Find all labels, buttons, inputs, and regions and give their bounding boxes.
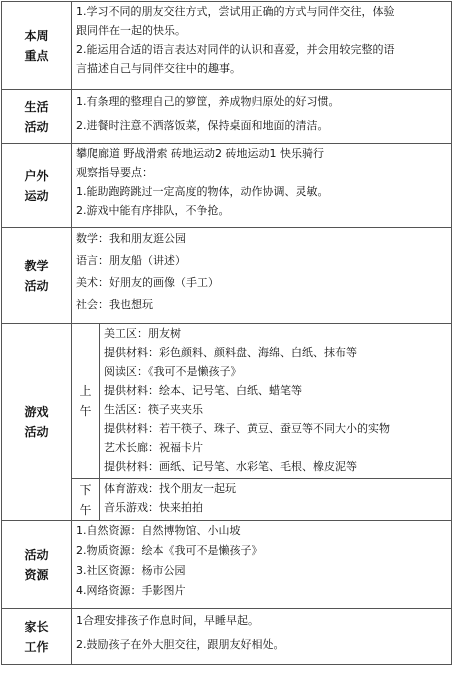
resources-header xyxy=(2,521,72,609)
focus-header xyxy=(2,2,72,90)
morning-line: 阅读区：《我可不是懒孩子》 xyxy=(104,365,242,378)
resources-row xyxy=(2,521,452,609)
morning-line: 艺术长廊：祝福卡片 xyxy=(104,441,203,454)
focus-line: 跟同伴在一起的快乐。 xyxy=(76,24,186,37)
focus-line: 2.能运用合适的语言表达对同伴的认识和喜爱，并会用较完整的语 xyxy=(76,43,395,56)
outdoor-title-line1: 户外 xyxy=(24,168,49,183)
parents-title-line2: 工作 xyxy=(24,639,49,654)
afternoon-label-line2: 午 xyxy=(79,502,92,517)
parents-content xyxy=(72,609,452,665)
games-title-line1: 游戏 xyxy=(24,405,49,419)
morning-line: 提供材料：若干筷子、珠子、黄豆、蚕豆等不同大小的实物 xyxy=(104,422,390,435)
focus-row xyxy=(2,2,452,90)
afternoon-label-line1: 下 xyxy=(79,482,92,497)
parents-line: 2.鼓励孩子在外大胆交往，跟朋友好相处。 xyxy=(76,638,285,651)
teaching-line: 美术：好朋友的画像（手工） xyxy=(76,276,219,289)
life-line: 1.有条理的整理自己的箩筐，养成物归原处的好习惯。 xyxy=(76,95,340,108)
focus-line: 言描述自己与同伴交往中的趣事。 xyxy=(76,62,241,75)
games-morning-row xyxy=(2,324,452,479)
morning-label-line2: 午 xyxy=(79,404,92,418)
teaching-title-line1: 教学 xyxy=(24,258,49,273)
parents-line: 1合理安排孩子作息时间，早睡早起。 xyxy=(76,614,259,627)
morning-label xyxy=(72,324,100,479)
teaching-header xyxy=(2,228,72,324)
outdoor-line: 攀爬廊道 野战滑索 砖地运动2 砖地运动1 快乐骑行 xyxy=(76,147,324,160)
life-title-line2: 活动 xyxy=(24,119,49,134)
teaching-line: 语言：朋友船（讲述） xyxy=(76,254,186,267)
outdoor-content xyxy=(72,144,452,228)
morning-line: 美工区：朋友树 xyxy=(104,327,181,340)
life-row xyxy=(2,90,452,144)
life-title-line1: 生活 xyxy=(24,99,49,114)
focus-title-line2: 重点 xyxy=(24,48,49,63)
morning-label-line1: 上 xyxy=(79,384,92,398)
life-line: 2.进餐时注意不洒落饭菜，保持桌面和地面的清洁。 xyxy=(76,119,329,132)
resources-line: 2.物质资源：绘本《我可不是懒孩子》 xyxy=(76,544,263,557)
outdoor-line: 2.游戏中能有序排队，不争抢。 xyxy=(76,204,230,217)
outdoor-line: 观察指导要点： xyxy=(76,166,153,179)
games-morning-content xyxy=(100,324,452,479)
morning-line: 提供材料：绘本、记号笔、白纸、蜡笔等 xyxy=(104,384,302,397)
afternoon-line: 体育游戏：找个朋友一起玩 xyxy=(104,482,236,495)
weekly-plan-table xyxy=(1,1,452,665)
resources-content xyxy=(72,521,452,609)
focus-title-line1: 本周 xyxy=(24,28,49,43)
teaching-line: 社会：我也想玩 xyxy=(76,298,153,311)
afternoon-label xyxy=(72,479,100,521)
morning-line: 提供材料：画纸、记号笔、水彩笔、毛根、橡皮泥等 xyxy=(104,460,357,473)
life-content xyxy=(72,90,452,144)
games-header xyxy=(2,324,72,521)
teaching-content xyxy=(72,228,452,324)
games-title-line2: 活动 xyxy=(24,425,49,439)
resources-title-line2: 资源 xyxy=(24,567,49,582)
outdoor-header xyxy=(2,144,72,228)
parents-row xyxy=(2,609,452,665)
resources-line: 3.社区资源：杨市公园 xyxy=(76,564,186,577)
resources-line: 4.网络资源：手影图片 xyxy=(76,584,186,597)
morning-line: 生活区：筷子夹夹乐 xyxy=(104,403,203,416)
outdoor-row xyxy=(2,144,452,228)
teaching-line: 数学：我和朋友逛公园 xyxy=(76,232,186,245)
resources-line: 1.自然资源：自然博物馆、小山坡 xyxy=(76,524,241,537)
life-header xyxy=(2,90,72,144)
teaching-title-line2: 活动 xyxy=(24,278,49,293)
resources-title-line1: 活动 xyxy=(24,547,49,562)
parents-header xyxy=(2,609,72,665)
morning-line: 提供材料：彩色颜料、颜料盘、海绵、白纸、抹布等 xyxy=(104,346,357,359)
afternoon-line: 音乐游戏：快来拍拍 xyxy=(104,501,203,514)
focus-line: 1.学习不同的朋友交往方式，尝试用正确的方式与同伴交往，体验 xyxy=(76,5,395,18)
outdoor-line: 1.能助跑跨跳过一定高度的物体，动作协调、灵敏。 xyxy=(76,185,329,198)
games-afternoon-content xyxy=(100,479,452,521)
teaching-row xyxy=(2,228,452,324)
focus-content xyxy=(72,2,452,90)
outdoor-title-line2: 运动 xyxy=(24,188,49,203)
parents-title-line1: 家长 xyxy=(24,619,49,634)
